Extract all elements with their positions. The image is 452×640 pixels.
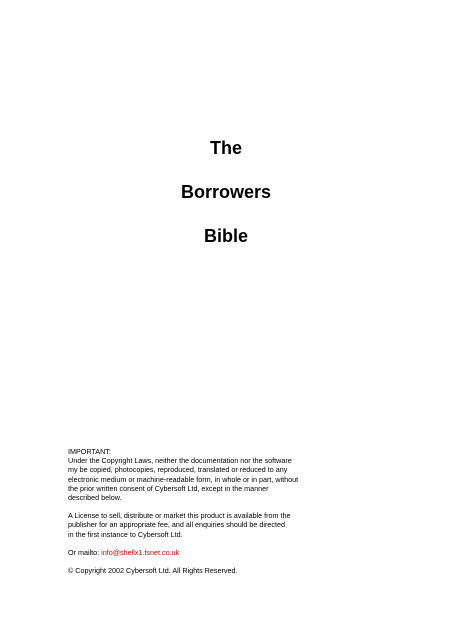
license-line: in the first instance to Cybersoft Ltd. (68, 529, 183, 539)
mailto-label: Or mailto: (68, 547, 102, 557)
notice-heading: IMPORTANT: (68, 447, 111, 456)
title-line-the: The (209, 138, 242, 158)
paragraph-spacer (68, 502, 328, 511)
notice-line: Under the Copyright Laws, neither the documentation nor the software (68, 456, 292, 466)
copyright-notice (68, 447, 328, 575)
paragraph-spacer (68, 539, 328, 548)
notice-line: the prior written consent of Cybersoft Ltd, except in the manner (68, 483, 269, 493)
copyright-line: © Copyright 2002 Cybersoft Ltd. All Rights Reserved. (68, 566, 238, 576)
notice-line: described below. (68, 493, 122, 503)
license-line: A License to sell, distribute or market this product is available from the (68, 511, 291, 521)
notice-line: electronic medium or machine-readable form, in whole or in part, without (68, 474, 299, 484)
title-line-borrowers: Borrowers (180, 182, 272, 202)
title-line-bible: Bible (203, 226, 248, 246)
paragraph-spacer (68, 557, 328, 566)
notice-line: my be copied, photocopies, reproduced, translated or reduced to any (68, 465, 288, 475)
license-line: publisher for an appropriate fee, and all enquiries should be directed (68, 520, 285, 530)
mailto-line (68, 548, 328, 557)
email-link[interactable]: info@shellx1.fsnet.co.uk (101, 547, 180, 557)
